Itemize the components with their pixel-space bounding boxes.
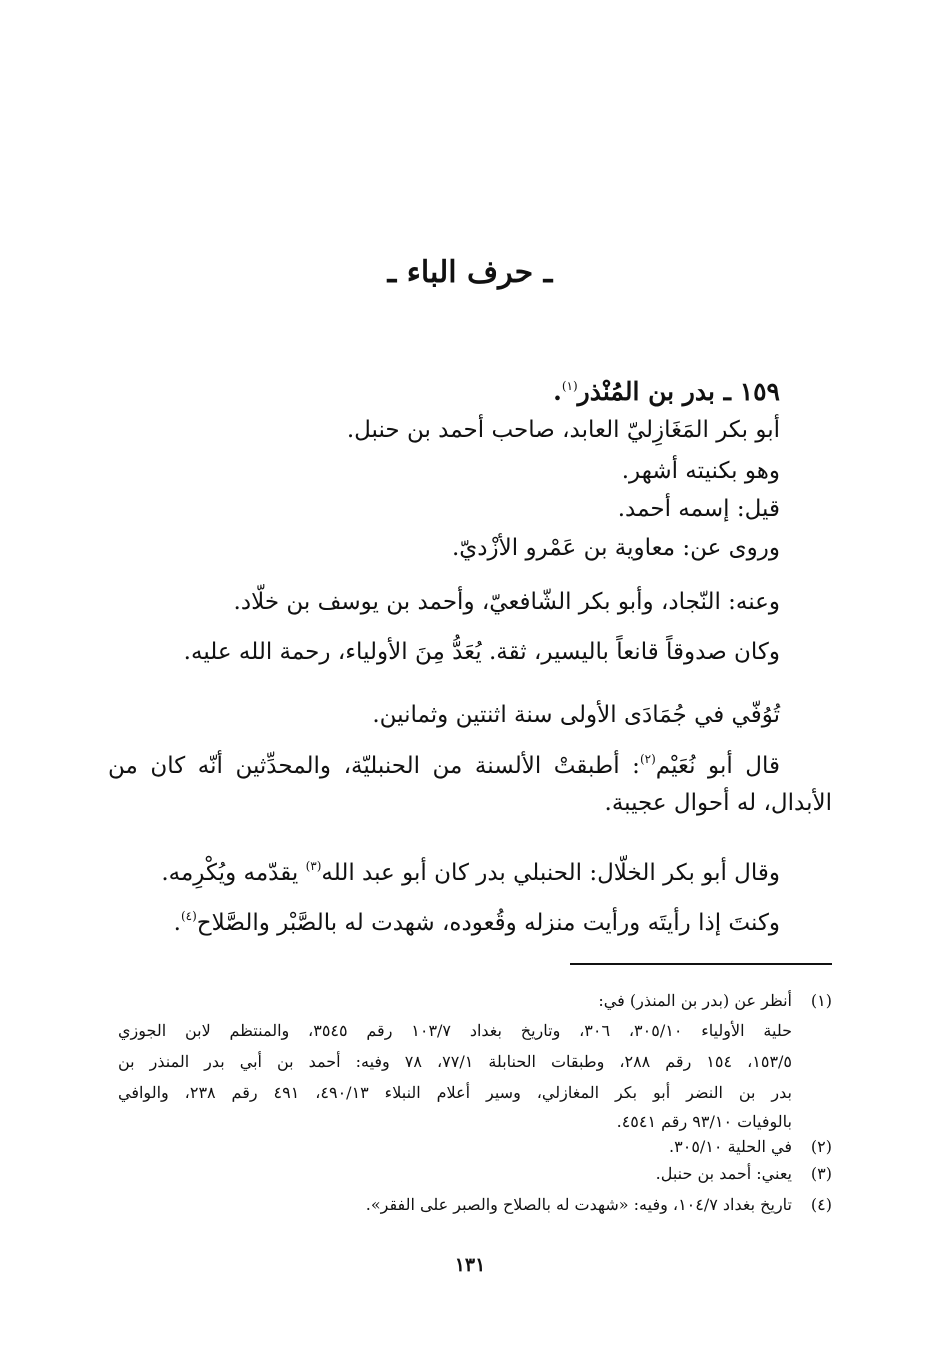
footnote-4-number: (٤) xyxy=(810,1195,832,1214)
footnote-3-number: (٣) xyxy=(810,1164,832,1183)
body-line-6: وكان صدوقاً قانعاً باليسير، ثقة. يُعَدُّ مِنَ الأولياء، رحمة الله عليه. xyxy=(183,639,780,665)
footnote-2-text: في الحلية ٣٠٥/١٠. xyxy=(669,1137,792,1156)
footnote-2-number: (٢) xyxy=(810,1137,832,1156)
entry-heading xyxy=(553,366,780,412)
page-number: ١٣١ xyxy=(454,1254,486,1276)
body-line-1: أبو بكر المَغَازِليّ العابد، صاحب أحمد بن حنبل. xyxy=(346,417,780,443)
body-line-10-end: يقدّمه ويُكْرِمه. xyxy=(161,860,306,886)
footnote-1-line-4: بدر بن النضر أبو بكر المغازلي، وسير أعلام النبلاء ٤٩٠/١٣، ٤٩١ رقم ٢٣٨، والوافي xyxy=(118,1083,792,1102)
body-line-8-end: : أطبقتْ الألسنة من الحنبليّة، والمحدِّثين أنّه كان من xyxy=(108,753,640,779)
body-line-8 xyxy=(108,741,780,784)
footnote-marker-1[interactable]: (١) xyxy=(561,379,578,393)
section-title: ـ حرف الباء ـ xyxy=(387,255,553,290)
footnote-3-text: يعني: أحمد بن حنبل. xyxy=(655,1164,792,1183)
entry-heading-end: . xyxy=(553,377,562,406)
footnote-marker-2[interactable]: (٢) xyxy=(639,752,656,766)
body-line-10 xyxy=(161,848,780,891)
footnote-1-number: (١) xyxy=(810,991,832,1010)
footnote-1-line-3: ١٥٣/٥، ١٥٤ رقم ٢٨٨، وطبقات الحنابلة ٧٧/١، ٧٨ وفيه: أحمد بن أبي بدر المنذر بن xyxy=(118,1052,793,1071)
footnote-1-line-2: حلية الأولياء ٣٠٥/١٠، ٣٠٦، وتاريخ بغداد ١٠٣/٧ رقم ٣٥٤٥، والمنتظم لابن الجوزي xyxy=(118,1021,793,1040)
body-line-8-start: قال أبو نُعَيْم xyxy=(655,753,780,779)
body-line-10-start: وقال أبو بكر الخلّال: الحنبلي بدر كان أبو عبد الله xyxy=(321,860,780,886)
entry-heading-text: ١٥٩ ـ بدر بن المُنْذر xyxy=(577,377,780,406)
body-line-11-start: وكنتَ إذا رأيتَه ورأيت منزله وقُعوده، شهدت له بالصَّبْر والصَّلاح xyxy=(196,910,780,936)
body-line-3: قيل: إسمه أحمد. xyxy=(617,496,780,522)
footnote-separator xyxy=(570,963,832,965)
body-line-2: وهو بكنيته أشهر. xyxy=(621,458,780,484)
body-line-7: تُوُفّي في جُمَادَى الأولى سنة اثنتين وثمانين. xyxy=(372,702,780,728)
body-line-9: الأبدال، له أحوال عجيبة. xyxy=(604,790,832,816)
footnote-4-text: تاريخ بغداد ١٠٤/٧، وفيه: «شهدت له بالصلاح والصبر على الفقر». xyxy=(365,1195,792,1214)
footnote-1-line-5: بالوفيات ٩٣/١٠ رقم ٤٥٤١. xyxy=(616,1112,792,1131)
body-line-5: وعنه: النّجاد، وأبو بكر الشّافعيّ، وأحمد بن يوسف بن خلّاد. xyxy=(233,589,780,615)
body-line-4: وروى عن: معاوية بن عَمْرو الأزْديّ. xyxy=(451,535,780,561)
body-line-11-end: . xyxy=(173,910,181,936)
footnote-1-line-1: أنظر عن (بدر بن المنذر) في: xyxy=(598,991,792,1010)
body-line-11 xyxy=(174,898,780,941)
footnote-marker-3[interactable]: (٣) xyxy=(305,859,322,873)
footnote-marker-4[interactable]: (٤) xyxy=(180,909,197,923)
